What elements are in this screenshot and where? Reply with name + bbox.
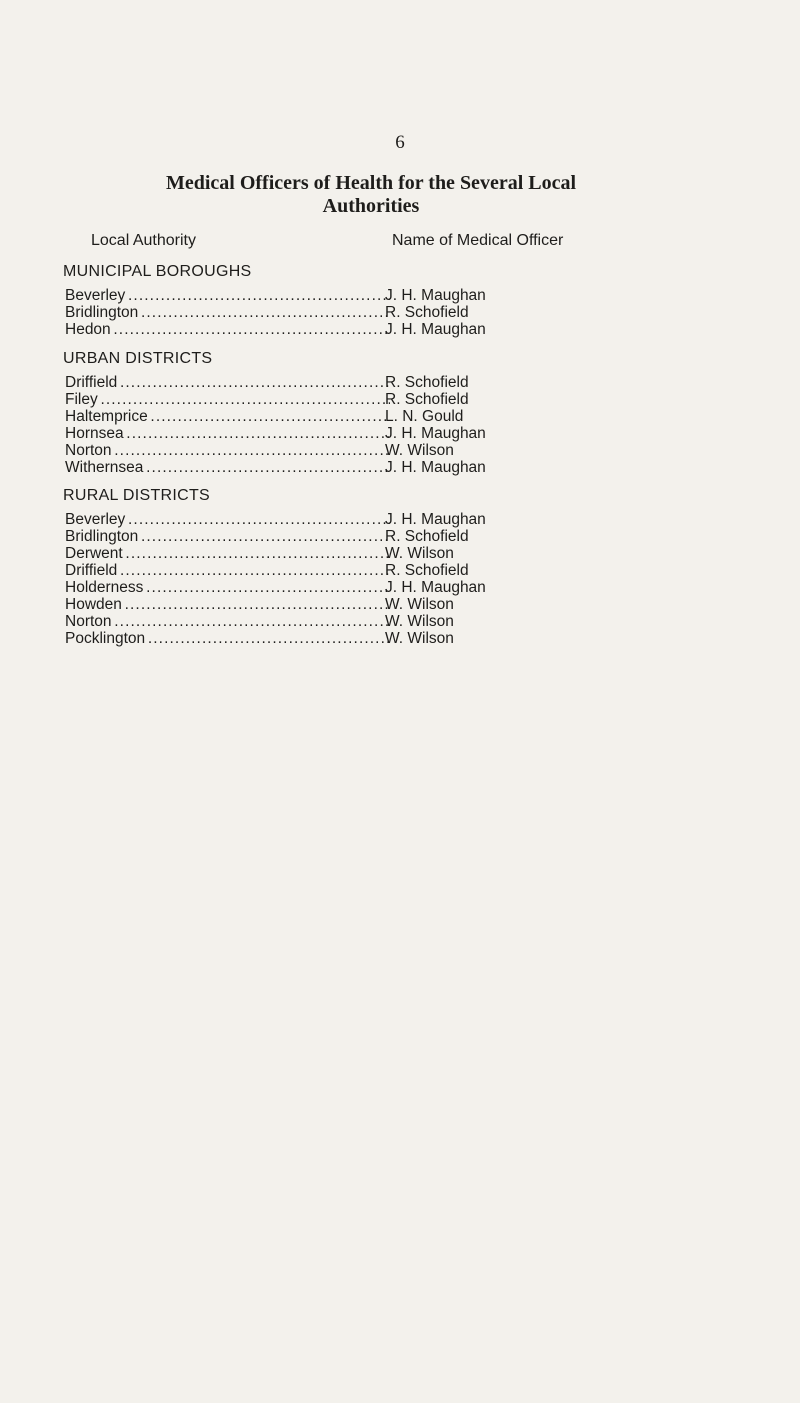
authority-name: Haltemprice . . . [65,408,390,425]
authority-name: Withernsea . . . [65,459,390,476]
officer-name: J. H. Maughan [385,579,486,596]
authority-name: Beverley . . . [65,287,390,304]
section-urban-districts [63,349,486,476]
officer-name: W. Wilson [385,630,454,647]
section-rural-districts [63,486,486,647]
table-row [63,459,486,476]
officer-name: L. N. Gould [385,408,464,425]
table-row [63,596,454,613]
table-row [63,304,469,321]
authority-name: Bridlington . . . [65,304,390,321]
section-municipal-boroughs [63,262,486,338]
table-row [63,511,486,528]
authority-name: Norton . . . [65,613,390,630]
officer-name: W. Wilson [385,596,454,613]
section-heading: MUNICIPAL BOROUGHS [63,263,252,280]
table-row [63,408,464,425]
title-line-1: Medical Officers of Health for the Several Local [165,172,577,194]
authority-name: Norton . . . [65,442,390,459]
officer-name: J. H. Maughan [385,425,486,442]
authority-name: Hedon . . . [65,321,390,338]
table-row [63,562,469,579]
authority-name: Driffield . . . [65,562,390,579]
table-row [63,545,454,562]
table-row [63,613,454,630]
officer-name: J. H. Maughan [385,511,486,528]
officer-name: J. H. Maughan [385,459,486,476]
officer-name: J. H. Maughan [385,321,486,338]
authority-name: Driffield . . . [65,374,390,391]
officer-name: R. Schofield [385,528,469,545]
officer-name: W. Wilson [385,613,454,630]
table-row [63,391,469,408]
authority-name: Pocklington . . . [65,630,390,647]
officer-name: R. Schofield [385,374,469,391]
table-row [63,374,469,391]
officer-name: W. Wilson [385,545,454,562]
column-header-authority: Local Authority [91,232,196,249]
table-row [63,287,486,304]
authority-name: Beverley . . . [65,511,390,528]
officer-name: R. Schofield [385,304,469,321]
officer-name: R. Schofield [385,562,469,579]
page-number: 6 [395,132,405,153]
table-row [63,321,486,338]
authority-name: Howden . . . [65,596,390,613]
table-row [63,442,454,459]
authority-name: Filey . . . [65,391,390,408]
table-row [63,579,486,596]
section-heading: RURAL DISTRICTS [63,487,211,504]
authority-name: Holderness . . . [65,579,390,596]
table-row [63,630,454,647]
officer-name: J. H. Maughan [385,287,486,304]
title-line-2: Authorities [322,195,420,217]
authority-name: Derwent . . . [65,545,390,562]
column-header-officer: Name of Medical Officer [392,232,564,249]
authority-name: Hornsea . . . [65,425,390,442]
table-row [63,425,486,442]
section-heading: URBAN DISTRICTS [63,350,213,367]
page-title [0,172,742,218]
table-row [63,528,469,545]
officer-name: W. Wilson [385,442,454,459]
officer-name: R. Schofield [385,391,469,408]
authority-name: Bridlington . . . [65,528,390,545]
